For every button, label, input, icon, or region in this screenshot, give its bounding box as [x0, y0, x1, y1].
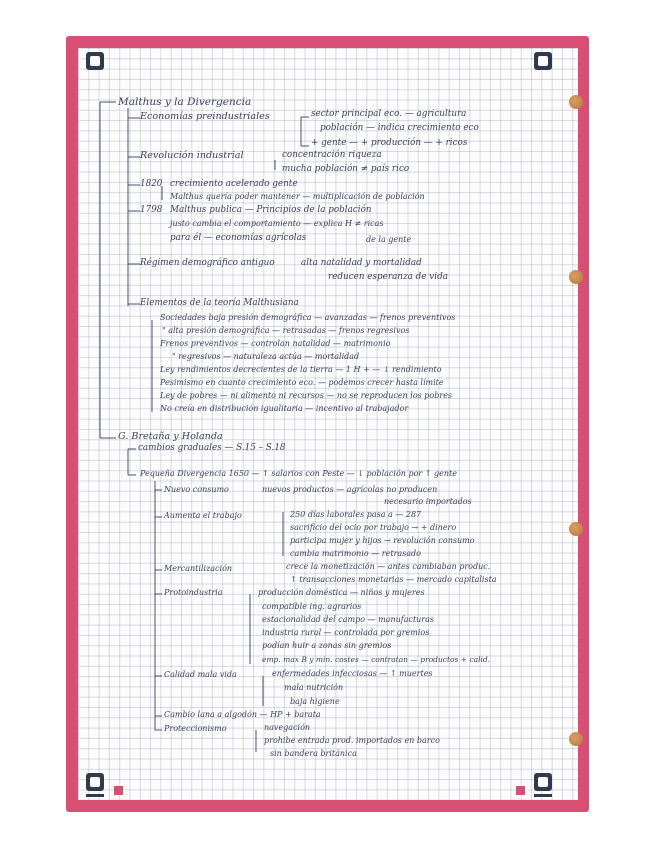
proto-line: podían huir a zonas sin gremios: [262, 641, 392, 650]
y1798-line: de la gente: [366, 235, 412, 244]
proto-line: estacionalidad del campo — manufacturas: [262, 615, 435, 624]
aumenta-line: sacrificio del ocio por trabajo → + dinero: [290, 523, 457, 532]
economias-line: población — indica crecimiento eco: [320, 123, 479, 133]
regimen-line: reducen esperanza de vida: [328, 272, 448, 282]
y1798-line: Malthus publica — Principios de la población: [170, 205, 372, 215]
revolucion-line: mucha población ≠ país rico: [282, 164, 410, 174]
calidad-line: mala nutrición: [284, 683, 344, 692]
elementos-line: Ley de pobres — ni alimento ni recursos — no se reproducen los pobres: [160, 391, 453, 400]
protec-line: sin bandera británica: [270, 749, 357, 758]
elementos-label: Elementos de la teoría Malthusiana: [140, 298, 299, 308]
title-heading: Malthus y la Divergencia: [118, 96, 252, 108]
calidad-label: Calidad mala vida: [164, 670, 237, 679]
economias-line: + gente — + producción — + ricos: [311, 138, 468, 148]
year-1798: 1798: [140, 205, 163, 215]
economias-line: sector principal eco. — agricultura: [311, 109, 467, 119]
aumenta-line: participa mujer y hijos → revolución consumo: [290, 536, 475, 545]
proteccionismo-label: Proteccionismo: [164, 724, 227, 733]
elementos-line: Ley rendimientos decrecientes de la tierra — 1 H + — ↓ rendimiento: [160, 365, 442, 374]
y1820-line: Malthus quería poder mantener — multiplicación de población: [170, 192, 425, 201]
economias-label: Economías preindustriales: [140, 111, 270, 122]
calidad-line: baja higiene: [290, 697, 340, 706]
proto-line: industria rural — controlada por gremios: [262, 628, 430, 637]
nuevo-line: nuevos productos — agrícolas no producen: [262, 485, 438, 494]
elementos-line: Frenos preventivos — controlan natalidad — matrimonio: [160, 339, 391, 348]
year-1820: 1820: [140, 179, 163, 189]
nuevo-line: necesario importados: [384, 497, 472, 506]
regimen-line: alta natalidad y mortalidad: [301, 258, 422, 268]
elementos-line: Sociedades baja presión demográfica — avanzadas — frenos preventivos: [160, 313, 456, 322]
aumenta-line: 250 días laborales pasa a — 287: [290, 510, 422, 519]
elementos-line: Pesimismo en cuanto crecimiento eco. — podemos crecer hasta límite: [160, 378, 444, 387]
mercantilizacion-label: Mercantilización: [164, 564, 233, 573]
gbretana-heading: G. Bretaña y Holanda: [118, 431, 223, 442]
merc-line: ↑ transacciones monetarias — mercado capitalista: [290, 575, 497, 584]
y1798-line: para él — economías agrícolas: [170, 233, 307, 243]
y1820-line: crecimiento acelerado gente: [170, 179, 298, 189]
protoindustria-label: Protoindustria: [164, 588, 223, 597]
regimen-label: Régimen demográfico antiguo: [140, 258, 275, 268]
nuevo-consumo-label: Nuevo consumo: [164, 485, 229, 494]
proto-line: producción doméstica — niños y mujeres: [258, 588, 425, 597]
elementos-line: No creía en distribución igualitaria — incentivo al trabajador: [160, 404, 409, 413]
aumenta-line: cambia matrimonio — retrasado: [290, 549, 421, 558]
proto-line: compatible ing. agrarios: [262, 602, 362, 611]
protec-line: prohibe entrada prod. importados en barco: [264, 736, 440, 745]
calidad-line: enfermedades infecciosas — ↑ muertes: [272, 669, 433, 678]
y1798-line: justo cambia el comportamiento — explica H ≠ ricas: [170, 219, 384, 228]
pequena-label: Pequeña Divergencia 1650 — ↑ salarios con Peste — ↓ población por ↑ gente: [140, 469, 457, 478]
cambio-lana-line: Cambio lana a algodón — HP + barata: [164, 710, 321, 719]
cambios-graduales: cambios graduales — S.15 – S.18: [138, 443, 286, 453]
elementos-line: " alta presión demográfica — retrasadas — frenos regresivos: [162, 326, 410, 335]
elementos-line: " regresivos — naturaleza actúa — mortalidad: [172, 352, 360, 361]
proto-line: emp. max B y min. costes — contratan — productos + calid.: [262, 655, 491, 664]
aumenta-label: Aumenta el trabajo: [164, 511, 242, 520]
merc-line: crece la monetización — antes cambiaban produc.: [286, 562, 491, 571]
revolucion-label: Revolución industrial: [140, 150, 244, 161]
revolucion-line: concentración riqueza: [282, 150, 382, 160]
protec-line: navegación: [264, 723, 311, 732]
